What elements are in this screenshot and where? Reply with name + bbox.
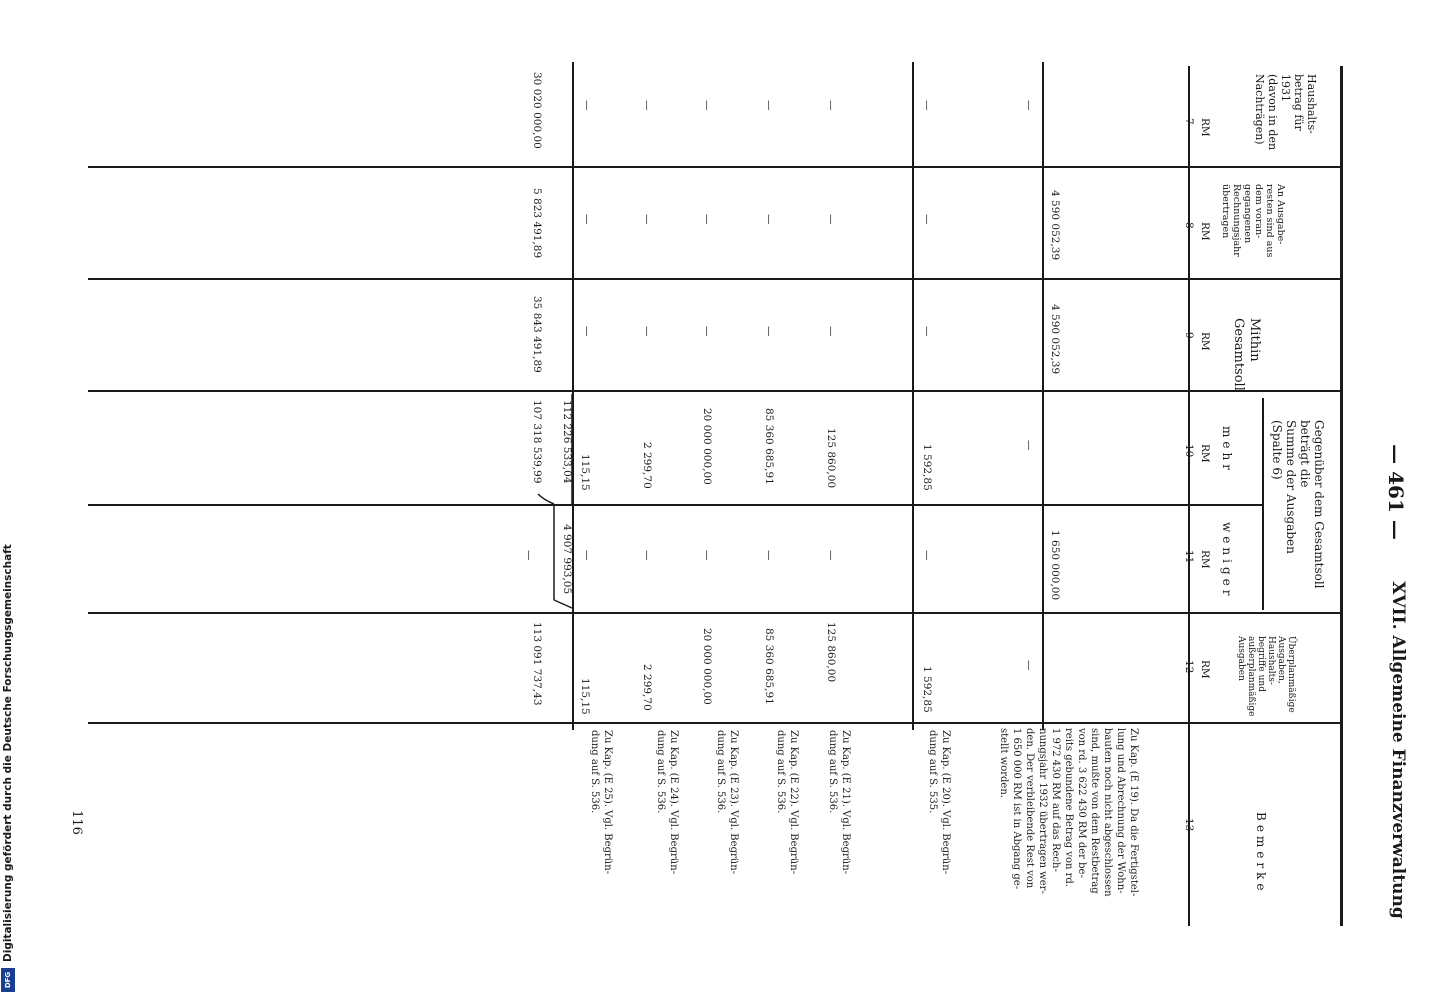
- cell: —: [763, 550, 775, 561]
- cell: 85 360 685,91: [763, 628, 775, 705]
- col11-unit: RM: [1199, 550, 1211, 569]
- cell: —: [581, 550, 593, 561]
- col-rule: [88, 278, 1343, 280]
- section-title: XVII. Allgemeine Finanzverwaltung: [1388, 581, 1408, 919]
- cell: —: [701, 550, 713, 561]
- col11-no: 11: [1183, 550, 1195, 564]
- cell: 2 299,70: [641, 664, 653, 711]
- remark: Zu Kap. (E 23). Vgl. Begrün- dung auf S. 536.: [715, 730, 739, 875]
- total-c11-net: —: [523, 550, 535, 561]
- cell: 1 592,85: [921, 444, 933, 491]
- col11-header: weniger: [1220, 522, 1234, 600]
- total-c11-sum: 4 907 993,05: [561, 524, 573, 595]
- cell: —: [701, 100, 713, 111]
- total-c10-net: 107 318 539,99: [531, 400, 543, 484]
- row-rule: [912, 62, 914, 730]
- remark: Zu Kap. (E 21). Vgl. Begrün- dung auf S. 536.: [827, 730, 851, 875]
- cell: 2 299,70: [641, 442, 653, 489]
- col10-unit: RM: [1199, 444, 1211, 463]
- cell: —: [641, 100, 653, 111]
- total-c12: 113 091 737,43: [531, 622, 543, 706]
- scan-page-number: 116: [68, 810, 84, 835]
- cell: —: [763, 100, 775, 111]
- cell: 85 360 685,91: [763, 408, 775, 485]
- col9-header: Mithin Gesamtsoll: [1231, 318, 1262, 391]
- table-top-rule: [1340, 66, 1343, 926]
- col9-no: 9: [1183, 332, 1195, 339]
- cell: —: [921, 550, 933, 561]
- subheader-rule: [1262, 398, 1264, 610]
- col12-header: Überplanmäßige Ausgaben, Haushalts- begriffe und außerplanmäßige Ausgaben: [1236, 636, 1296, 717]
- cell: —: [825, 100, 837, 111]
- col-rule: [88, 390, 1343, 392]
- cell: —: [581, 214, 593, 225]
- cell: —: [701, 326, 713, 337]
- cell: —: [1023, 660, 1035, 671]
- cell: 115,15: [579, 454, 591, 491]
- remark: Zu Kap. (E 20). Vgl. Begrün- dung auf S. 535.: [927, 730, 951, 875]
- col8-unit: RM: [1199, 222, 1211, 241]
- cell: 125 860,00: [825, 428, 837, 489]
- cell: 20 000 000,00: [701, 408, 713, 485]
- cell: —: [641, 326, 653, 337]
- cell: —: [581, 326, 593, 337]
- col10-11-header: Gegenüber dem Gesamtsoll beträgt die Summe der Ausgaben (Spalte 6): [1270, 420, 1326, 589]
- page-number: — 461 —: [1384, 444, 1408, 540]
- row-rule: [1042, 62, 1044, 730]
- col-rule: [88, 504, 1263, 506]
- remark: Zu Kap. (E 24). Vgl. Begrün- dung auf S. 536.: [655, 730, 679, 875]
- col7-unit: RM: [1199, 118, 1211, 137]
- cell: —: [701, 214, 713, 225]
- cell: —: [763, 326, 775, 337]
- cell: —: [921, 100, 933, 111]
- cell: 125 860,00: [825, 622, 837, 683]
- cell: —: [825, 214, 837, 225]
- cell: —: [1023, 440, 1035, 451]
- digitization-credit: Digitalisierung gefördert durch die Deutsche Forschungsgemeinschaft: [2, 544, 14, 962]
- remark: Zu Kap. (E 25). Vgl. Begrün- dung auf S. 536.: [589, 730, 613, 875]
- col8-header: An Ausgabe- resten sind aus dem voran- gegangenen Rechnungsjahr übertragen: [1220, 184, 1286, 258]
- cell: —: [641, 214, 653, 225]
- col-rule: [88, 722, 1343, 724]
- total-c10-sum: 112 226 533,04: [561, 400, 573, 484]
- cell: 4 590 052,39: [1049, 190, 1061, 261]
- total-c8: 5 823 491,89: [531, 188, 543, 259]
- cell: —: [825, 550, 837, 561]
- col7-header: Haushalts- betrag für 1931 (davon in den Nachträgen): [1253, 74, 1318, 151]
- cell: —: [1023, 100, 1035, 111]
- col7-no: 7: [1183, 118, 1195, 125]
- cell: —: [921, 326, 933, 337]
- cell: 115,15: [579, 678, 591, 715]
- cell: 1 592,85: [921, 666, 933, 713]
- col8-no: 8: [1183, 222, 1195, 229]
- col-rule: [88, 166, 1343, 168]
- remark: Zu Kap. (E 19). Da die Fertigstel- lung und Abrechnung der Wohn- bauten noch nicht abgeschlossen sind, mußte von dem Restbetrag von rd. 3 622 430 RM der be- reits gebundene Betrag von rd. 1 972 430 RM auf das Rech- nungsjahr 1932 übertragen wer- den. Der verbleibende Rest von 1 650 000 RM ist in Abgang ge- stellt worden.: [998, 728, 1139, 897]
- col13-no: 13: [1183, 818, 1195, 832]
- cell: 1 650 000,00: [1049, 530, 1061, 601]
- cell: 20 000 000,00: [701, 628, 713, 705]
- cell: —: [921, 214, 933, 225]
- cell: —: [581, 100, 593, 111]
- total-c9: 35 843 491,89: [531, 296, 543, 373]
- cell: —: [825, 326, 837, 337]
- col9-unit: RM: [1199, 332, 1211, 351]
- header-bottom-rule: [1188, 66, 1190, 926]
- cell: 4 590 052,39: [1049, 304, 1061, 375]
- cell: —: [763, 214, 775, 225]
- col12-unit: RM: [1199, 660, 1211, 679]
- totals-bracket: [536, 390, 576, 620]
- col-rule: [88, 612, 1343, 614]
- col12-no: 12: [1183, 660, 1195, 674]
- cell: —: [641, 550, 653, 561]
- total-c7: 30 020 000,00: [531, 72, 543, 149]
- col10-no: 10: [1183, 444, 1195, 458]
- dfg-logo: DFG: [1, 968, 15, 992]
- col13-header: Bemerke: [1254, 812, 1268, 895]
- col10-header: mehr: [1220, 426, 1234, 474]
- remark: Zu Kap. (E 22). Vgl. Begrün- dung auf S. 536.: [775, 730, 799, 875]
